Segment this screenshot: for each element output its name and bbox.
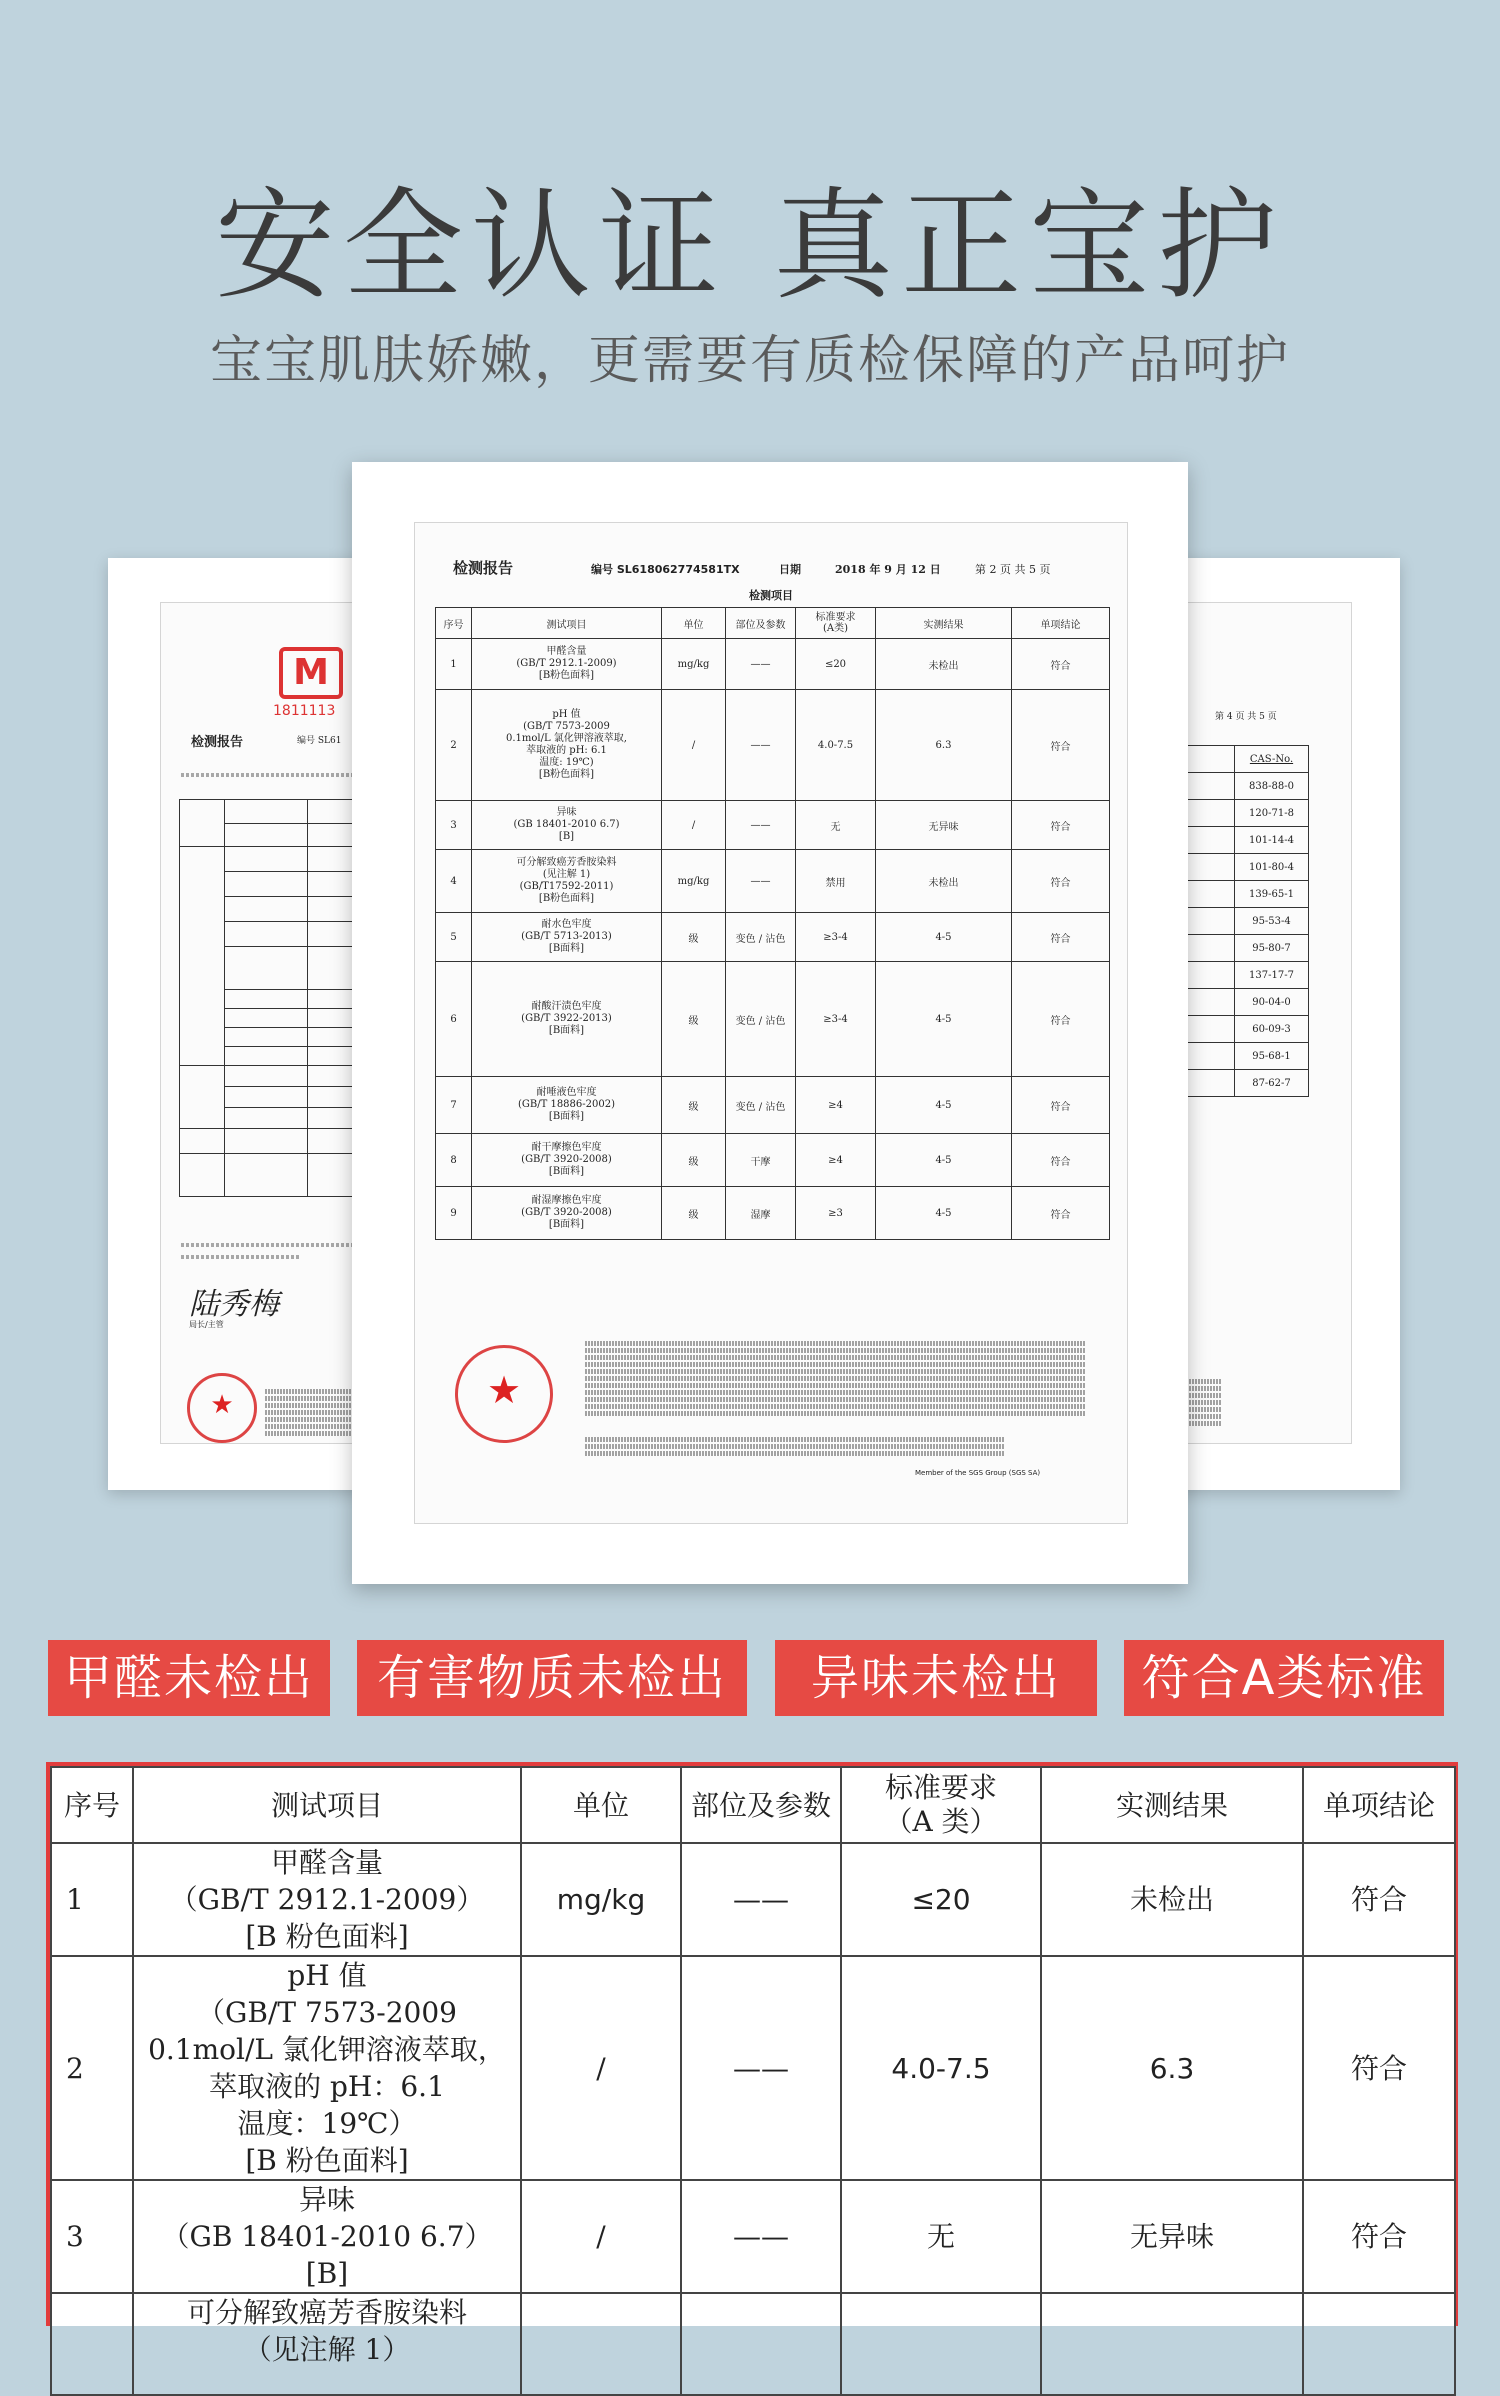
cell-result: 未检出 <box>876 850 1012 913</box>
cas-value: 139-65-1 <box>1235 881 1309 908</box>
cell-no: 7 <box>436 1077 472 1134</box>
cell-verdict: 符合 <box>1012 1134 1110 1187</box>
report-row <box>436 690 1110 801</box>
tag-harmful: 有害物质未检出 <box>357 1640 747 1716</box>
cell-result <box>1041 2293 1303 2395</box>
col-header: 标准要求 (A类) <box>796 608 876 639</box>
cell-result: 未检出 <box>1041 1843 1303 1956</box>
report-section: 检测项目 <box>749 589 793 602</box>
cell-no <box>51 2293 133 2395</box>
tag-odor: 异味未检出 <box>775 1640 1097 1716</box>
report-row <box>436 1134 1110 1187</box>
cell-verdict <box>1303 2293 1455 2395</box>
cell-item: 异味 (GB 18401-2010 6.7) [B] <box>472 801 662 850</box>
cas-value: 90-04-0 <box>1235 989 1309 1016</box>
cell-part: 变色 / 沾色 <box>726 962 796 1077</box>
col-header: 单位 <box>662 608 726 639</box>
col-header: 标准要求 （A 类） <box>841 1767 1041 1843</box>
cas-value: 95-80-7 <box>1235 935 1309 962</box>
left-report-number: 编号 SL61 <box>297 736 342 746</box>
cell-part: 变色 / 沾色 <box>726 1077 796 1134</box>
cell-std: 4.0-7.5 <box>796 690 876 801</box>
report-date: 2018 年 9 月 12 日 <box>835 563 941 576</box>
cell-result: 4-5 <box>876 1134 1012 1187</box>
cell-no: 1 <box>436 639 472 690</box>
cell-result: 无异味 <box>876 801 1012 850</box>
cell-result: 4-5 <box>876 1077 1012 1134</box>
col-header: 序号 <box>51 1767 133 1843</box>
cell-unit: mg/kg <box>521 1843 681 1956</box>
center-report-paper <box>414 522 1128 1524</box>
cell-no: 2 <box>436 690 472 801</box>
center-seal: ★ <box>455 1345 553 1443</box>
report-title: 检测报告 <box>453 559 514 577</box>
cell-item: 耐唾液色牢度 (GB/T 18886-2002) [B面料] <box>472 1077 662 1134</box>
report-page: 第 2 页 共 5 页 <box>975 563 1051 576</box>
signature: 陆秀梅 <box>189 1287 279 1322</box>
cell-part: —— <box>681 1956 841 2180</box>
cell-no: 3 <box>436 801 472 850</box>
cell-verdict: 符合 <box>1303 1843 1455 1956</box>
cas-value: 95-53-4 <box>1235 908 1309 935</box>
cell-verdict: 符合 <box>1012 801 1110 850</box>
cas-value: 101-80-4 <box>1235 854 1309 881</box>
results-header-row <box>51 1767 1455 1843</box>
cell-item: 可分解致癌芳香胺染料 (见注解 1) (GB/T17592-2011) [B粉色面料] <box>472 850 662 913</box>
col-header: 单位 <box>521 1767 681 1843</box>
cell-std: ≥3 <box>796 1187 876 1240</box>
cell-item: 可分解致癌芳香胺染料 （见注解 1） <box>133 2293 521 2395</box>
cell-part: —— <box>681 1843 841 1956</box>
col-header: 部位及参数 <box>726 608 796 639</box>
col-header: 测试项目 <box>133 1767 521 1843</box>
cell-verdict: 符合 <box>1012 690 1110 801</box>
cell-unit: 级 <box>662 1187 726 1240</box>
report-row <box>436 1077 1110 1134</box>
cell-part: —— <box>726 639 796 690</box>
cell-no: 3 <box>51 2180 133 2293</box>
tag-class-a: 符合A类标准 <box>1124 1640 1444 1716</box>
cell-item: 耐湿摩擦色牢度 (GB/T 3920-2008) [B面料] <box>472 1187 662 1240</box>
cell-unit: mg/kg <box>662 639 726 690</box>
report-date-label: 日期 <box>779 563 801 576</box>
left-report-title: 检测报告 <box>191 735 244 750</box>
cell-result: 无异味 <box>1041 2180 1303 2293</box>
cell-part: —— <box>681 2180 841 2293</box>
report-row <box>436 1187 1110 1240</box>
col-header: 部位及参数 <box>681 1767 841 1843</box>
cell-unit: 级 <box>662 913 726 962</box>
cell-verdict: 符合 <box>1303 1956 1455 2180</box>
cell-part: —— <box>726 850 796 913</box>
cell-part: —— <box>726 801 796 850</box>
cell-result: 4-5 <box>876 1187 1012 1240</box>
center-report-frame <box>352 462 1188 1584</box>
cas-value: 87-62-7 <box>1235 1070 1309 1097</box>
report-row <box>436 962 1110 1077</box>
cell-part <box>681 2293 841 2395</box>
cell-item: 异味 （GB 18401-2010 6.7） [B] <box>133 2180 521 2293</box>
cell-no: 9 <box>436 1187 472 1240</box>
report-row <box>436 850 1110 913</box>
col-header: 实测结果 <box>1041 1767 1303 1843</box>
cell-part: —— <box>726 690 796 801</box>
cas-value: 120-71-8 <box>1235 800 1309 827</box>
right-report-page: 第 4 页 共 5 页 <box>1215 712 1277 722</box>
cell-std: ≤20 <box>796 639 876 690</box>
cell-verdict: 符合 <box>1012 639 1110 690</box>
cell-verdict: 符合 <box>1012 1187 1110 1240</box>
cell-no: 2 <box>51 1956 133 2180</box>
cell-unit <box>521 2293 681 2395</box>
cell-std: 4.0-7.5 <box>841 1956 1041 2180</box>
results-table <box>50 1766 1456 2396</box>
cas-value: 60-09-3 <box>1235 1016 1309 1043</box>
cell-item: pH 值 (GB/T 7573-2009 0.1mol/L 氯化钾溶液萃取, 萃取液的 pH: 6.1 温度: 19℃) [B粉色面料] <box>472 690 662 801</box>
cell-no: 1 <box>51 1843 133 1956</box>
cell-std: ≥3-4 <box>796 962 876 1077</box>
cell-verdict: 符合 <box>1303 2180 1455 2293</box>
cell-part: 干摩 <box>726 1134 796 1187</box>
cell-part: 湿摩 <box>726 1187 796 1240</box>
cell-unit: mg/kg <box>662 850 726 913</box>
cell-item: 耐干摩擦色牢度 (GB/T 3920-2008) [B面料] <box>472 1134 662 1187</box>
cell-unit: 级 <box>662 962 726 1077</box>
cell-std: ≥4 <box>796 1134 876 1187</box>
cell-verdict: 符合 <box>1012 1077 1110 1134</box>
cell-verdict: 符合 <box>1012 850 1110 913</box>
cell-result: 4-5 <box>876 962 1012 1077</box>
cas-header: CAS-No. <box>1235 746 1309 773</box>
table-row <box>51 1956 1455 2180</box>
cell-item: 耐水色牢度 (GB/T 5713-2013) [B面料] <box>472 913 662 962</box>
cell-no: 6 <box>436 962 472 1077</box>
col-header: 序号 <box>436 608 472 639</box>
cell-result: 4-5 <box>876 913 1012 962</box>
cell-result: 6.3 <box>1041 1956 1303 2180</box>
results-table-wrap <box>46 1762 1458 2366</box>
cell-unit: / <box>662 690 726 801</box>
col-header: 实测结果 <box>876 608 1012 639</box>
tag-formaldehyde: 甲醛未检出 <box>48 1640 330 1716</box>
cell-verdict: 符合 <box>1012 913 1110 962</box>
cell-std: ≤20 <box>841 1843 1041 1956</box>
report-number: 编号 SL61806277458​1TX <box>591 563 740 576</box>
cas-value: 95-68-1 <box>1235 1043 1309 1070</box>
report-row <box>436 801 1110 850</box>
cell-no: 5 <box>436 913 472 962</box>
col-header: 单项结论 <box>1303 1767 1455 1843</box>
page-title: 安全认证 真正宝护 <box>214 177 1286 316</box>
page-subtitle: 宝宝肌肤娇嫩，更需要有质检保障的产品呵护 <box>209 331 1290 391</box>
signature-title: 局长/主管 <box>189 1320 224 1329</box>
report-row <box>436 639 1110 690</box>
report-row <box>436 913 1110 962</box>
cell-no: 8 <box>436 1134 472 1187</box>
report-footer: Member of the SGS Group (SGS SA) <box>915 1469 1041 1477</box>
cell-unit: / <box>521 2180 681 2293</box>
cell-item: 耐酸汗渍色牢度 (GB/T 3922-2013) [B面料] <box>472 962 662 1077</box>
cell-std: ≥4 <box>796 1077 876 1134</box>
cell-result: 未检出 <box>876 639 1012 690</box>
table-row <box>51 2293 1455 2395</box>
cell-unit: / <box>662 801 726 850</box>
cas-value: 101-14-4 <box>1235 827 1309 854</box>
cell-item: 甲醛含量 (GB/T 2912.1-2009) [B粉色面料] <box>472 639 662 690</box>
report-table <box>435 607 1110 1240</box>
cell-unit: 级 <box>662 1077 726 1134</box>
cell-part: 变色 / 沾色 <box>726 913 796 962</box>
col-header: 单项结论 <box>1012 608 1110 639</box>
cell-std: 无 <box>796 801 876 850</box>
cas-value: 137-17-7 <box>1235 962 1309 989</box>
table-row <box>51 2180 1455 2293</box>
cell-std: ≥3-4 <box>796 913 876 962</box>
cell-item: pH 值 （GB/T 7573-2009 0.1mol/L 氯化钾溶液萃取， 萃取液的 pH：6.1 温度：19℃） [B 粉色面料] <box>133 1956 521 2180</box>
col-header: 测试项目 <box>472 608 662 639</box>
left-seal: ★ <box>187 1373 257 1443</box>
cell-verdict: 符合 <box>1012 962 1110 1077</box>
cell-std: 无 <box>841 2180 1041 2293</box>
cell-result: 6.3 <box>876 690 1012 801</box>
cell-unit: / <box>521 1956 681 2180</box>
cell-item: 甲醛含量 （GB/T 2912.1-2009） [B 粉色面料] <box>133 1843 521 1956</box>
cell-no: 4 <box>436 850 472 913</box>
cell-std: 禁用 <box>796 850 876 913</box>
cell-unit: 级 <box>662 1134 726 1187</box>
cell-std <box>841 2293 1041 2395</box>
cma-number: 1811113 <box>273 703 336 719</box>
cas-value: 838-88-0 <box>1235 773 1309 800</box>
table-row <box>51 1843 1455 1956</box>
cma-logo: M <box>279 647 343 699</box>
